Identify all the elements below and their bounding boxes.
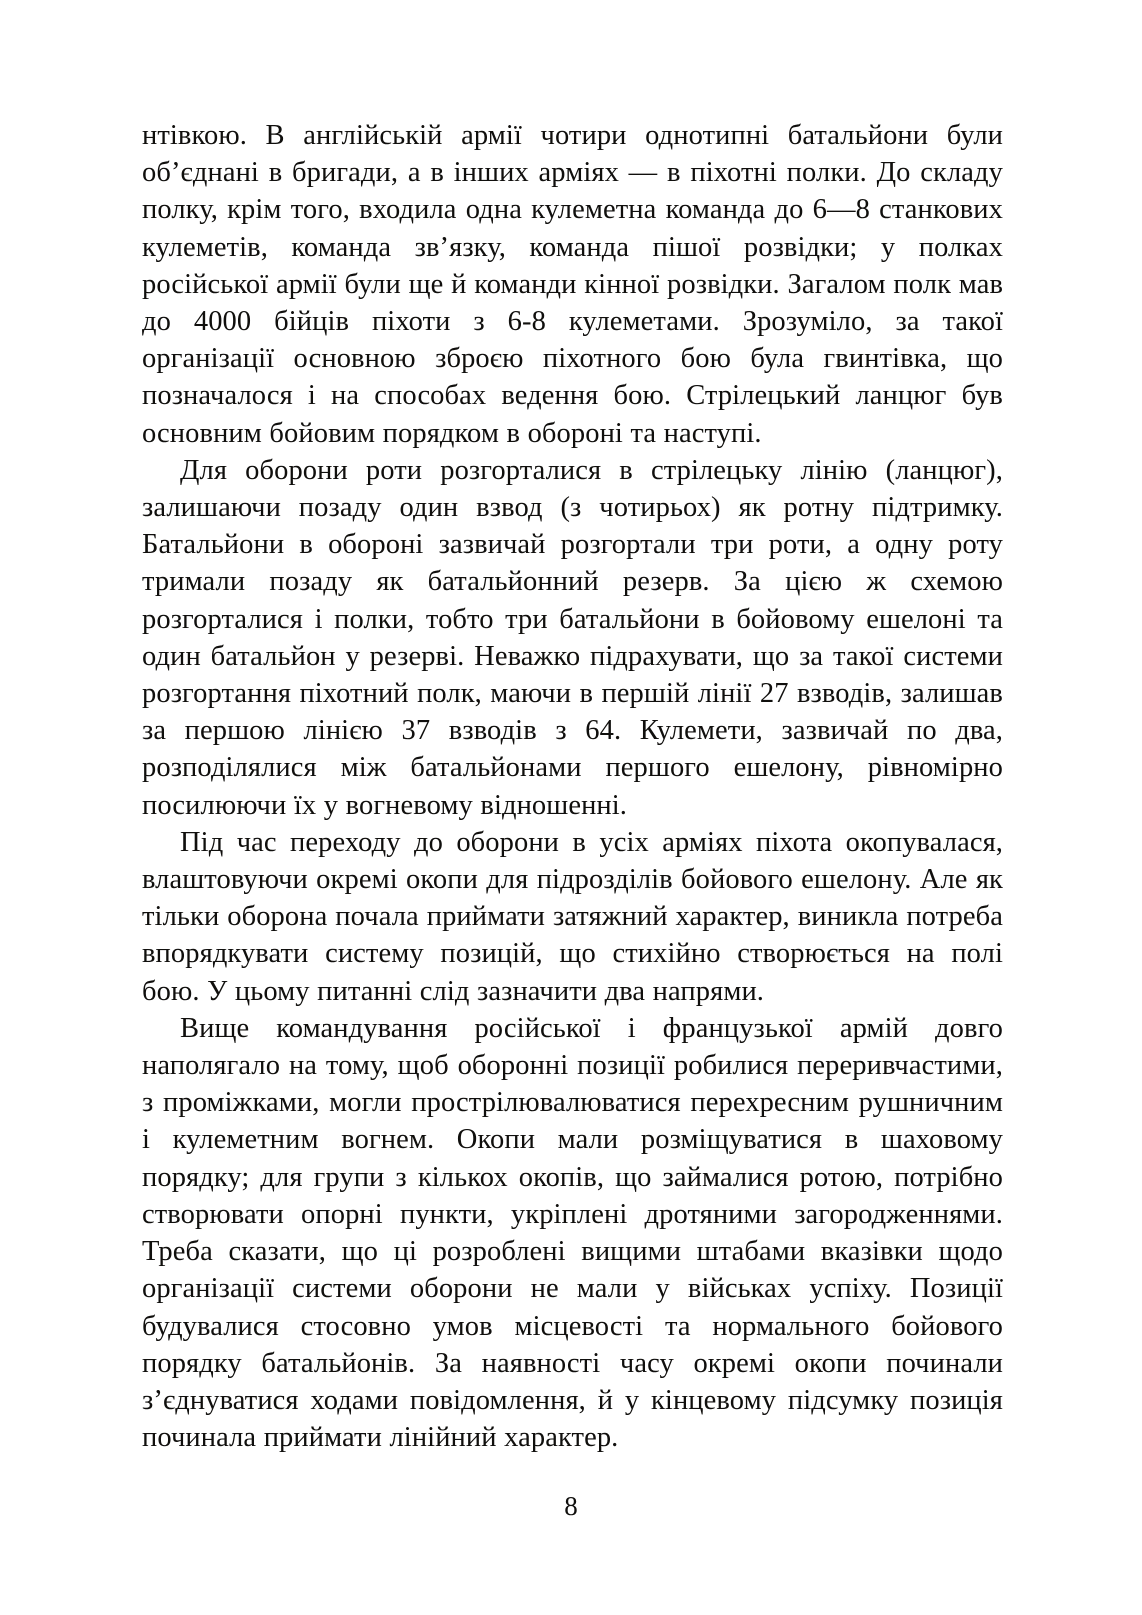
- paragraph: нтівкою. В англійській армії чотири однотипні батальйони були об’єднані в бригади, а в інших арміях — в піхотні полки. До складу полку, крім того, входила одна кулеметна команда до 6—8 станкових кулеметів, команда зв’язку, команда пішої розвідки; у полках російської армії були ще й команди кінної розвідки. Загалом полк мав до 4000 бійців піхоти з 6-8 кулеметами. Зрозуміло, за такої організації основною зброєю піхотного бою була гвинтівка, що позначалося і на способах ведення бою. Стрілецький ланцюг був основним бойовим порядком в обороні та наступі.: [142, 120, 1003, 449]
- page-number: 8: [564, 1491, 578, 1521]
- paragraph: Для оборони роти розгорталися в стрілецьку лінію (ланцюг), залишаючи позаду один взвод (з чотирьох) як ротну підтримку. Батальйони в обороні зазвичай розгортали три роти, а одну роту тримали позаду як батальйонний резерв. За цією ж схемою розгорталися і полки, тобто три батальйони в бойовому ешелоні та один батальйон у резерві. Неважко підрахувати, що за такої системи розгортання піхотний полк, маючи в першій лінії 27 взводів, залишав за першою лінією 37 взводів з 64. Кулемети, зазвичай по два, розподілялися між батальйонами першого ешелону, рівномірно посилюючи їх у вогневому відношенні.: [142, 454, 1003, 821]
- page-text-block: [142, 117, 1003, 1456]
- paragraph: Вище командування російської і французької армій довго наполягало на тому, щоб оборонні позиції робилися переривчастими, з проміжками, могли прострілювалюватися перехресним рушничним і кулеметним вогнем. Окопи мали розміщуватися в шаховому порядку; для групи з кількох окопів, що займалися ротою, потрібно створювати опорні пункти, укріплені дротяними загородженнями. Треба сказати, що ці розроблені вищими штабами вказівки щодо організації системи оборони не мали у військах успіху. Позиції будувалися стосовно умов місцевості та нормального бойового порядку батальйонів. За наявності часу окремі окопи починали з’єднуватися ходами повідомлення, й у кінцевому підсумку позиція починала приймати лінійний характер.: [142, 1012, 1003, 1454]
- paragraph: Під час переходу до оборони в усіх арміях піхота окопувалася, влаштовуючи окремі окопи для підрозділів бойового ешелону. Але як тільки оборона почала приймати затяжний характер, виникла потреба впорядкувати систему позицій, що стихійно створюється на полі бою. У цьому питанні слід зазначити два напрями.: [142, 826, 1003, 1007]
